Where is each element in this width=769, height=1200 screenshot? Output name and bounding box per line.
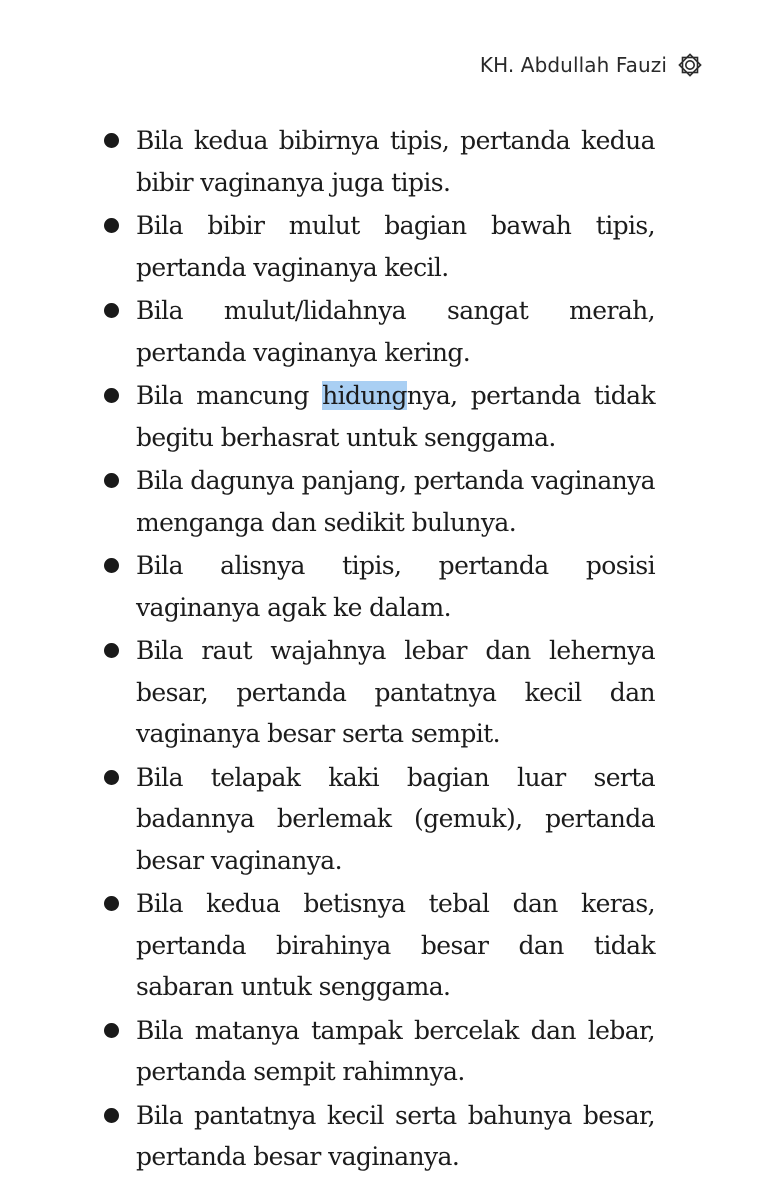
list-item-text: Bila dagunya panjang, pertanda vaginanya menganga dan sedikit bulunya. (136, 466, 655, 537)
list-item (100, 1010, 655, 1093)
bullet-dot (104, 388, 119, 403)
author-name: KH. Abdullah Fauzi (479, 53, 667, 77)
bullet-dot (104, 218, 119, 233)
list-item-text: Bila mulut/lidahnya sangat merah, pertanda vaginanya kering. (136, 296, 655, 367)
bullet-dot (104, 558, 119, 573)
list-item (100, 375, 655, 458)
list-item-text: Bila alisnya tipis, pertanda posisi vaginanya agak ke dalam. (136, 551, 655, 622)
list-item-text: Bila kedua bibirnya tipis, pertanda kedua bibir vaginanya juga tipis. (136, 126, 655, 197)
eight-point-star-icon (677, 52, 703, 78)
list-item (100, 1095, 655, 1178)
list-item (100, 290, 655, 373)
list-item-text: Bila kedua betisnya tebal dan keras, pertanda birahinya besar dan tidak sabaran untuk senggama. (136, 889, 655, 1001)
list-item (100, 205, 655, 288)
bullet-list (100, 120, 655, 1180)
list-item-text: Bila raut wajahnya lebar dan lehernya besar, pertanda pantatnya kecil dan vaginanya besar serta sempit. (136, 636, 655, 748)
selected-text-highlight[interactable]: hidung (322, 381, 407, 410)
bullet-dot (104, 643, 119, 658)
running-header (480, 48, 703, 82)
list-item-text-end: nya, pertanda tidak begitu berhasrat untuk senggama. (136, 381, 655, 452)
bullet-dot (104, 770, 119, 785)
list-item (100, 883, 655, 1008)
list-item-text-start: Bila mancung (136, 381, 323, 410)
list-item-text: Bila bibir mulut bagian bawah tipis, pertanda vaginanya kecil. (136, 211, 655, 282)
bullet-dot (104, 1108, 119, 1123)
bullet-dot (104, 896, 119, 911)
list-item (100, 460, 655, 543)
list-item (100, 545, 655, 628)
bullet-dot (104, 473, 119, 488)
bullet-dot (104, 133, 119, 148)
list-item-text: Bila matanya tampak bercelak dan lebar, pertanda sempit rahimnya. (136, 1015, 655, 1086)
list-item (100, 630, 655, 755)
bullet-dot (104, 303, 119, 318)
list-item (100, 120, 655, 203)
list-item (100, 757, 655, 882)
list-item-text: Bila pantatnya kecil serta bahunya besar, pertanda besar vaginanya. (136, 1100, 655, 1171)
list-item-text: Bila telapak kaki bagian luar serta badannya berlemak (gemuk), pertanda besar vaginanya. (136, 762, 655, 875)
bullet-dot (104, 1023, 119, 1038)
